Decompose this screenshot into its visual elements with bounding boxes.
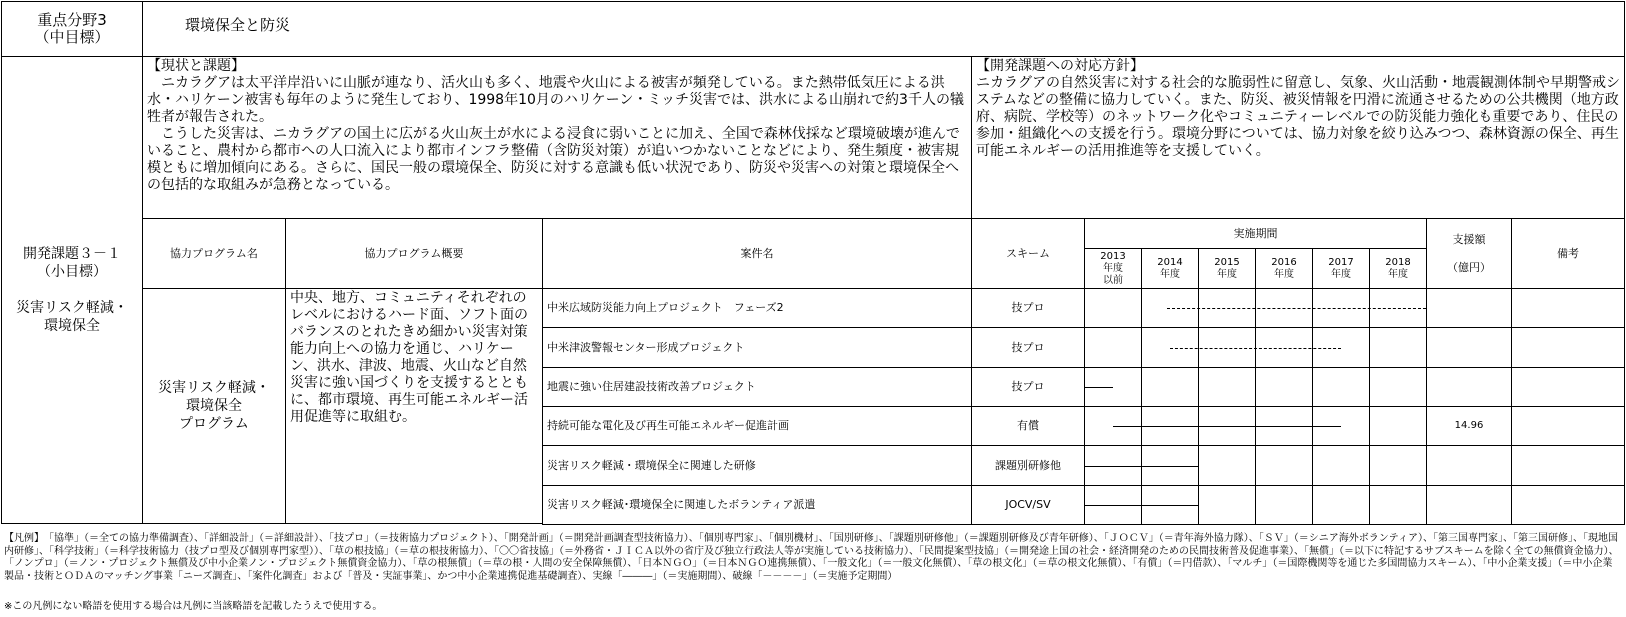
project-scheme: 技プロ bbox=[971, 327, 1085, 368]
period-cell bbox=[1141, 367, 1199, 407]
period-cell bbox=[1255, 485, 1313, 525]
project-amount bbox=[1426, 327, 1512, 368]
priority-area-value: 環境保全と防災 bbox=[142, 1, 1625, 57]
project-amount bbox=[1426, 445, 1512, 486]
dev-issue-label: 開発課題３－１ （小目標） 災害リスク軽減・ 環境保全 bbox=[1, 56, 143, 524]
project-name: 持続可能な電化及び再生可能エネルギー促進計画 bbox=[542, 406, 972, 446]
legend-text: 【凡例】 「協準」（＝全ての協力準備調査）、「詳細設計」（＝詳細設計）、「技プロ」（＝技術協力プロジェクト）、「開発計画」（＝開発計画調査型技術協力）、「個別専門家」、「個別機材」、「国別研修」、「課題別研修他」（＝課題別研修及び青年研修）、「ＪＯＣＶ」（＝青年海外協力隊）、「ＳＶ」（＝シニア海外ボランティア）、「第三国専門家」、「第三国研修」、「現地国内研修」、「科学技術」（＝科学技術協力（技プロ型及び個別専門家型））、「草の根技協」（＝草の根技術協力）、「〇〇省技協」（＝外務省・ＪＩＣＡ以外の省庁及び独立行政法人等が実施している技術協力）、「民間提案型技協」（＝開発途上国の社会・経済開発のための民間技術普及促進事業）、「無償」（＝以下に特記するサブスキームを除く全ての無償資金協力）、「ノンプロ」（＝ノン・プロジェクト無償及び中小企業ノン・プロジェクト無償資金協力）、「草の根無償」（＝草の根・人間の安全保障無償）、「日本ＮＧＯ」（＝日本ＮＧＯ連携無償）、「一般文化」（＝一般文化無償）、「草の根文化」（＝草の根文化無償）、「有償」（＝円借款）、「マルチ」（＝国際機関等を通じた多国間協力スキーム）、「中小企業支援」（＝中小企業製品・技術とＯＤＡのマッチング事業「ニーズ調査」、「案件化調査」および「普及・実証事業」、かつ中小企業連携促進基礎調査）、実線「―――」（＝実施期間）、破線「－－－－」（＝実施予定期間） bbox=[4, 533, 1619, 582]
project-remarks bbox=[1511, 406, 1625, 446]
policy-title: 【開発課題への対応方針】 bbox=[976, 58, 1144, 74]
priority-area-label: 重点分野3 （中目標） bbox=[1, 1, 143, 57]
project-scheme: 課題別研修他 bbox=[971, 445, 1085, 486]
period-cell bbox=[1084, 327, 1142, 368]
actual-period-line bbox=[1084, 505, 1198, 506]
period-cell bbox=[1084, 288, 1142, 328]
header-year-5: 2018 年度 bbox=[1369, 248, 1427, 289]
period-cell bbox=[1198, 445, 1256, 486]
project-remarks bbox=[1511, 367, 1625, 407]
project-scheme: JOCV/SV bbox=[971, 485, 1085, 525]
project-amount: 14.96 bbox=[1426, 406, 1512, 446]
header-amount: 支援額 （億円） bbox=[1426, 218, 1512, 289]
period-cell bbox=[1312, 485, 1370, 525]
header-period: 実施期間 bbox=[1084, 218, 1427, 249]
project-remarks bbox=[1511, 485, 1625, 525]
period-cell bbox=[1369, 406, 1427, 446]
planned-period-line bbox=[1167, 308, 1426, 309]
header-year-1: 2014 年度 bbox=[1141, 248, 1199, 289]
period-cell bbox=[1369, 445, 1427, 486]
header-program-summary: 協力プログラム概要 bbox=[285, 218, 543, 289]
status-title: 【現状と課題】 bbox=[147, 58, 245, 74]
period-cell bbox=[1312, 445, 1370, 486]
period-cell bbox=[1369, 367, 1427, 407]
period-cell bbox=[1198, 367, 1256, 407]
header-year-2: 2015 年度 bbox=[1198, 248, 1256, 289]
project-name: 災害リスク軽減･環境保全に関連したボランティア派遣 bbox=[542, 485, 972, 525]
policy-box bbox=[971, 56, 1625, 219]
header-remarks: 備考 bbox=[1511, 218, 1625, 289]
header-year-3: 2016 年度 bbox=[1255, 248, 1313, 289]
project-name: 中米津波警報センター形成プロジェクト bbox=[542, 327, 972, 368]
project-scheme: 有償 bbox=[971, 406, 1085, 446]
period-cell bbox=[1198, 485, 1256, 525]
project-name: 中米広域防災能力向上プロジェクト フェーズ2 bbox=[542, 288, 972, 328]
project-amount bbox=[1426, 485, 1512, 525]
program-name: 災害リスク軽減・ 環境保全 プログラム bbox=[142, 288, 286, 524]
project-name: 地震に強い住居建設技術改善プロジェクト bbox=[542, 367, 972, 407]
period-cell bbox=[1369, 485, 1427, 525]
project-scheme: 技プロ bbox=[971, 288, 1085, 328]
project-remarks bbox=[1511, 288, 1625, 328]
project-scheme: 技プロ bbox=[971, 367, 1085, 407]
planned-period-line bbox=[1170, 348, 1341, 349]
period-cell bbox=[1369, 327, 1427, 368]
policy-text: ニカラグアの自然災害に対する社会的な脆弱性に留意し、気象、火山活動・地震観測体制や早期警戒システムなどの整備に協力していく。また、防災、被災情報を円滑に流通させるための公共機関（地方政府、病院、学校等）のネットワーク化やコミュニティーレベルでの防災能力強化も重要であり、住民の参加・組織化への支援を行う。環境分野については、協力対象を絞り込みつつ、森林資源の保全、再生可能エネルギーの活用推進等を支援していく。 bbox=[976, 75, 1620, 159]
project-amount bbox=[1426, 288, 1512, 328]
period-cell bbox=[1255, 445, 1313, 486]
actual-period-line bbox=[1113, 426, 1341, 427]
status-text: ニカラグアは太平洋岸沿いに山脈が連なり、活火山も多く、地震や火山による被害が頻発している。また熱帯低気圧による洪水・ハリケーン被害も毎年のように発生しており、1998年10月のハリケーン・ミッチ災害では、洪水による山崩れで約3千人の犠牲者が報告された。 こうした災害は、ニカラグアの国土に広がる火山灰土が水による浸食に弱いことに加え、全国で森林伐採など環境破壊が進んでいること、農村から都市への人口流入により都市インフラ整備（含防災対策）が追いつかないことなどにより、発生頻度・被害規模ともに増加傾向にある。さらに、国民一般の環境保全、防災に対する意識も低い状況であり、防災や災害への対策と環境保全への包括的な取組みが急務となっている。 bbox=[147, 75, 964, 193]
header-year-4: 2017 年度 bbox=[1312, 248, 1370, 289]
header-project-name: 案件名 bbox=[542, 218, 972, 289]
period-cell bbox=[1255, 367, 1313, 407]
header-program-name: 協力プログラム名 bbox=[142, 218, 286, 289]
project-remarks bbox=[1511, 445, 1625, 486]
project-remarks bbox=[1511, 327, 1625, 368]
program-summary: 中央、地方、コミュニティそれぞれのレベルにおけるハード面、ソフト面のバランスのとれたきめ細かい災害対策能力向上への協力を通じ、ハリケーン、洪水、津波、地震、火山など自然災害に強い国づくりを支援するとともに、都市環境、再生可能エネルギー活用促進等に取組む。 bbox=[285, 288, 543, 524]
project-name: 災害リスク軽減・環境保全に関連した研修 bbox=[542, 445, 972, 486]
project-amount bbox=[1426, 367, 1512, 407]
legend-note: ※この凡例にない略語を使用する場合は凡例に当該略語を記載したうえで使用する。 bbox=[4, 601, 383, 612]
header-scheme: スキーム bbox=[971, 218, 1085, 289]
actual-period-line bbox=[1084, 466, 1198, 467]
status-box bbox=[142, 56, 972, 219]
header-year-0: 2013 年度 以前 bbox=[1084, 248, 1142, 289]
period-cell bbox=[1312, 367, 1370, 407]
actual-period-line bbox=[1084, 387, 1113, 388]
